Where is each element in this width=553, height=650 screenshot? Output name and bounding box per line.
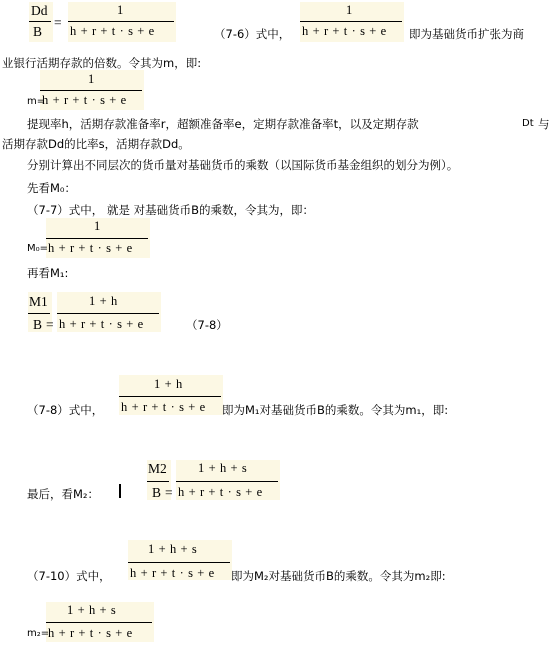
p4: 先看M₀： <box>27 181 77 195</box>
f4-denominator: h + r + t · s + e <box>48 241 133 255</box>
f2-bar <box>300 21 402 22</box>
f1-bar <box>68 21 174 22</box>
f7-bar <box>176 481 278 482</box>
p9-tail: 即为M₂对基础货币B的乘数。令其为m₂即: <box>231 569 446 583</box>
p2-line1: 提现率h，活期存款准备率r，超额准备率e，定期存款准备率t，以及定期存款 <box>27 117 419 131</box>
f2-denominator: h + r + t · s + e <box>302 24 387 38</box>
f1-lhs-bar <box>29 21 51 22</box>
f2-numerator: 1 <box>346 3 353 17</box>
p5: （7-7）式中， 就是 对基础货币B的乘数，令其为，即： <box>27 203 314 217</box>
f4-numerator: 1 <box>94 219 101 233</box>
f6-denominator: h + r + t · s + e <box>121 400 206 414</box>
f1-equals: = <box>54 15 62 30</box>
p6: 再看M₁: <box>27 266 69 280</box>
text-cursor <box>119 484 121 498</box>
f9-bar <box>46 622 152 623</box>
f3-bar <box>40 90 142 91</box>
f1-denominator: h + r + t · s + e <box>70 24 155 38</box>
p1-line2: 业银行活期存款的倍数。令其为m，即: <box>2 56 202 70</box>
f5-lhs-bar <box>28 313 50 314</box>
f9-denominator: h + r + t · s + e <box>48 626 133 640</box>
eq-7-6-ref: （7-6）式中， <box>214 27 291 41</box>
f7-lhs-bar <box>147 481 169 482</box>
f1-lhs-denominator: B <box>33 24 43 39</box>
f3-denominator: h + r + t · s + e <box>42 93 127 107</box>
p2-tail: 与 <box>538 117 550 131</box>
f7-denominator: h + r + t · s + e <box>178 485 263 499</box>
f6-numerator: 1 + h <box>154 377 183 391</box>
p2-dt: Dt <box>522 118 534 129</box>
f7-lhs-denominator: B <box>152 485 162 500</box>
f5-equals: = <box>46 317 54 332</box>
f1-lhs-numerator: Dd <box>31 3 48 18</box>
f4-bar <box>46 238 148 239</box>
p3: 分别计算出不同层次的货币量对基础货币的乘数（以国际货币基金组织的划分为例）。 <box>27 158 459 172</box>
p2-line2: 活期存款Dd的比率s，活期存款Dd。 <box>2 137 190 151</box>
f8-denominator: h + r + t · s + e <box>130 566 215 580</box>
p7-head: （7-8）式中， <box>27 403 104 417</box>
f7-numerator: 1 + h + s <box>198 461 248 475</box>
p9-head: （7-10）式中， <box>27 569 111 583</box>
f6-bar <box>119 396 221 397</box>
f5-bar <box>57 313 159 314</box>
p8: 最后，看M₂： <box>27 487 100 501</box>
f3-prefix: m= <box>27 96 46 107</box>
f5-denominator: h + r + t · s + e <box>59 317 144 331</box>
f8-numerator: 1 + h + s <box>148 542 198 556</box>
f7-lhs-numerator: M2 <box>148 461 167 476</box>
f3-numerator: 1 <box>88 72 95 86</box>
p1-tail: 即为基础货币扩张为商 <box>409 27 524 41</box>
f4-prefix: M₀= <box>27 243 49 254</box>
f5-tag: （7-8） <box>186 318 228 332</box>
p7-tail: 即为M₁对基础货币B的乘数。令其为m₁，即: <box>222 403 449 417</box>
f1-numerator: 1 <box>117 3 124 17</box>
f8-bar <box>128 562 230 563</box>
f5-numerator: 1 + h <box>89 294 118 308</box>
f9-numerator: 1 + h + s <box>67 603 117 617</box>
f7-equals: = <box>165 485 173 500</box>
f5-lhs-denominator: B <box>33 317 43 332</box>
f5-lhs-numerator: M1 <box>29 294 48 309</box>
f9-prefix: m₂= <box>27 628 50 639</box>
